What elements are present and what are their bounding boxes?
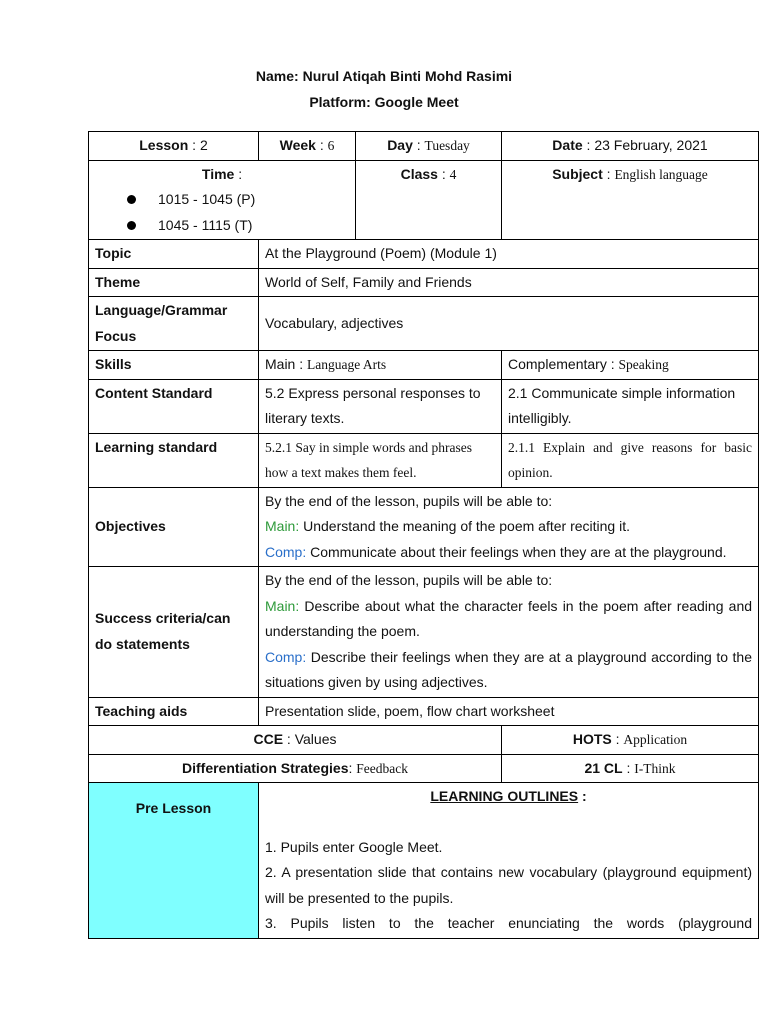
platform-line [0,94,768,110]
cce-value: Values [294,731,337,747]
focus-row [89,297,759,351]
time-item [127,213,349,239]
topic-value: At the Playground (Poem) (Module 1) [259,240,759,269]
hots-cell: HOTS : Application [502,726,759,755]
differentiation-cell: Differentiation Strategies: Feedback [89,754,502,783]
lesson-plan-table [88,131,759,939]
objectives-label: Objectives [89,487,259,567]
theme-row [89,268,759,297]
date-label: Date [552,137,583,153]
name-value: Nurul Atiqah Binti Mohd Rasimi [302,68,513,84]
success-criteria-content [259,567,759,698]
class-cell: Class : 4 [356,160,502,240]
teaching-aids-value: Presentation slide, poem, flow chart worksheet [259,697,759,726]
success-main [265,594,752,645]
time-value: 1015 - 1045 (P) [158,191,256,207]
focus-label-line: Focus [95,327,137,344]
content-standard-label: Content Standard [89,379,259,433]
bullet-icon [127,221,136,230]
cl21-label: 21 CL [584,759,623,776]
objectives-content [259,487,759,567]
skills-label: Skills [89,351,259,380]
success-criteria-row [89,567,759,698]
week-value: 6 [327,138,335,153]
success-criteria-label [89,567,259,698]
name-line [0,68,768,84]
differentiation-value: Feedback [356,760,408,776]
time-item [127,187,349,213]
focus-label-line: Language/Grammar [95,302,228,318]
week-label: Week [279,137,316,153]
day-label: Day [387,137,413,153]
objectives-row [89,487,759,567]
skills-comp-value: Speaking [618,357,669,372]
time-value: 1045 - 1115 (T) [158,216,253,233]
lesson-value: 2 [199,137,208,153]
learning-standard-main: 5.2.1 Say in simple words and phrases how a text makes them feel. [259,433,502,487]
learning-standard-label: Learning standard [89,433,259,487]
objectives-comp [265,540,752,566]
teaching-aids-label: Teaching aids [89,697,259,726]
platform-label: Platform: [309,94,371,110]
date-value: 23 February, 2021 [594,137,708,153]
lesson-label: Lesson [139,137,189,153]
cl21-value: I-Think [634,760,676,776]
learning-outlines [259,783,759,939]
outline-heading [265,784,752,810]
main-label: Main: [265,597,300,614]
objectives-main [265,514,752,540]
skills-comp-label: Complementary : [508,356,615,372]
focus-value: Vocabulary, adjectives [259,297,759,351]
time-cell: Time : 1015 - 1045 (P) 1045 - 1115 (T) [89,160,356,240]
class-label: Class [400,165,438,182]
skills-row [89,351,759,380]
skills-main-value: Language Arts [307,357,387,372]
skills-main [259,351,502,380]
date-cell: Date : 23 February, 2021 [502,132,759,161]
content-standard-main: 5.2 Express personal responses to literary texts. [259,379,502,433]
success-comp [265,645,752,696]
outline-colon: : [582,788,587,804]
topic-row [89,240,759,269]
hots-label: HOTS [572,731,612,747]
class-value: 4 [449,166,457,182]
name-label: Name: [255,68,299,84]
lesson-info-row [89,132,759,161]
differentiation-label: Differentiation Strategies [182,759,349,776]
content-standard-row [89,379,759,433]
subject-label: Subject [552,165,603,182]
success-label-line: do statements [95,635,190,652]
focus-label [89,297,259,351]
cce-cell: CCE : Values [89,726,502,755]
theme-label: Theme [89,268,259,297]
learning-standard-row [89,433,759,487]
cl21-cell: 21 CL : I-Think [502,754,759,783]
comp-text: Communicate about their feelings when they are at the playground. [310,543,727,560]
teaching-aids-row [89,697,759,726]
skills-comp [502,351,759,380]
comp-label: Comp: [265,543,307,560]
pre-lesson-label: Pre Lesson [89,783,259,939]
outline-title: LEARNING OUTLINES [430,788,579,804]
outline-step: 1. Pupils enter Google Meet. [265,838,443,855]
lesson-cell: Lesson : 2 [89,132,259,161]
success-label-line: Success criteria/can [95,610,231,627]
time-class-row [89,160,759,240]
main-label: Main: [265,518,300,534]
bullet-icon [127,195,136,204]
day-value: Tuesday [424,138,470,153]
outline-step: 3. Pupils listen to the teacher enunciating the words (playground [265,915,752,931]
hots-value: Application [623,732,688,747]
content-standard-comp: 2.1 Communicate simple information intelligibly. [502,379,759,433]
week-cell: Week : 6 [259,132,356,161]
time-label: Time [201,165,235,182]
comp-label: Comp: [265,648,307,665]
main-text: Understand the meaning of the poem after reciting it. [303,518,630,534]
outline-step: 2. A presentation slide that contains new vocabulary (playground equipment) will be presented to the pupils. [265,864,752,906]
topic-label: Topic [89,240,259,269]
pre-lesson-row [89,783,759,939]
cce-hots-row [89,726,759,755]
subject-value: English language [614,166,708,182]
day-cell: Day : Tuesday [356,132,502,161]
objectives-intro: By the end of the lesson, pupils will be able to: [265,492,553,509]
learning-standard-comp: 2.1.1 Explain and give reasons for basic opinion. [502,433,759,487]
theme-value: World of Self, Family and Friends [259,268,759,297]
success-intro: By the end of the lesson, pupils will be able to: [265,572,553,588]
differentiation-row [89,754,759,783]
cce-label: CCE [253,731,284,747]
skills-main-label: Main : [265,356,304,372]
subject-cell: Subject : English language [502,160,759,240]
comp-text: Describe their feelings when they are at a playground according to the situations given by using adjectives. [265,648,753,690]
main-text: Describe about what the character feels in the poem after reading and understanding the poem. [265,597,753,639]
platform-value: Google Meet [374,94,459,110]
